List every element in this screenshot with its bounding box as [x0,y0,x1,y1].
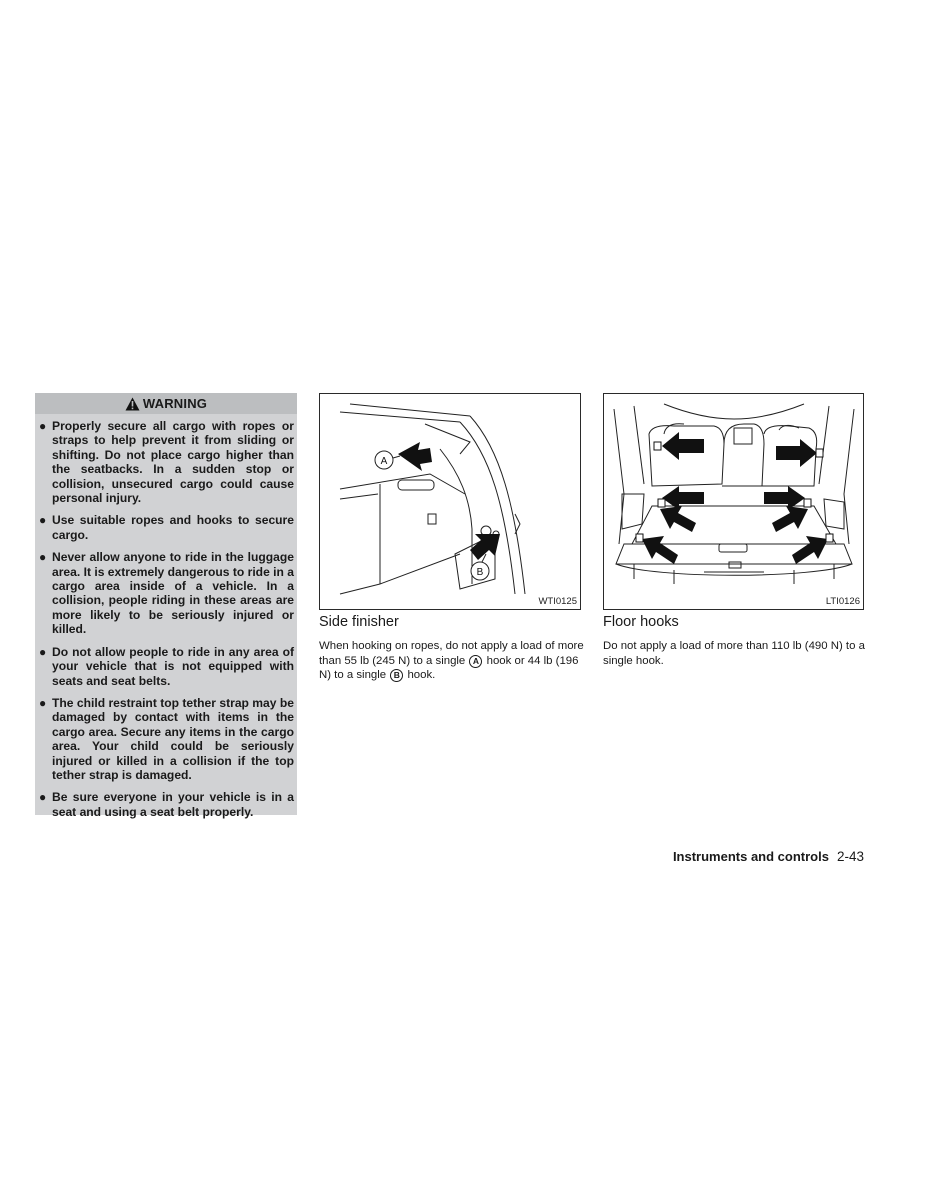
warning-header [35,393,297,414]
figure-code: LTI0126 [825,596,860,607]
warning-title: WARNING [142,396,208,411]
side-finisher-figure [319,393,581,610]
warning-triangle-icon [125,397,140,411]
page-footer [673,849,864,864]
side-finisher-heading: Side finisher [319,614,399,630]
warning-item: ● Do not allow people to ride in any area of your vehicle that is not equipped with seats and seat belts. [39,644,294,688]
side-finisher-illustration [320,394,580,609]
side-finisher-text: When hooking on ropes, do not apply a load of more than 55 lb (245 N) to a single A hook or 44 lb (196 N) to a single B hook. [319,640,584,682]
warning-item: ● Use suitable ropes and hooks to secure cargo. [39,513,294,542]
floor-hooks-heading: Floor hooks [603,614,679,630]
floor-hooks-illustration [604,394,863,609]
warning-item: ● Be sure everyone in your vehicle is in a seat and using a seat belt properly. [39,790,294,819]
floor-hooks-figure [603,393,864,610]
callout-a-label: A [380,456,388,467]
callout-b-label: B [476,567,484,578]
warning-box [35,393,297,819]
figure-code: WTI0125 [538,596,577,607]
callout-a-inline: A [469,655,482,668]
section-title: Instruments and controls [672,849,829,864]
warning-list [35,414,297,819]
page-number: 2-43 [836,849,864,864]
warning-item: ● Never allow anyone to ride in the luggage area. It is extremely dangerous to ride in a cargo area inside of a vehicle. In a collision, people riding in these areas are more likely to be seriously injured or killed. [39,550,294,637]
warning-item: ● The child restraint top tether strap may be damaged by contact with items in the cargo area. Secure any items in the cargo area. Your child could be seriously injured or killed in a collision if the top tether strap is damaged. [39,695,294,782]
callout-b-inline: B [390,669,403,682]
floor-hooks-text: Do not apply a load of more than 110 lb (490 N) to a single hook. [603,640,865,667]
warning-item: ● Properly secure all cargo with ropes or straps to help prevent it from sliding or shifting. Do not place cargo higher than the seatbacks. In a sudden stop or collision, unsecured cargo could cause personal injury. [39,419,294,506]
